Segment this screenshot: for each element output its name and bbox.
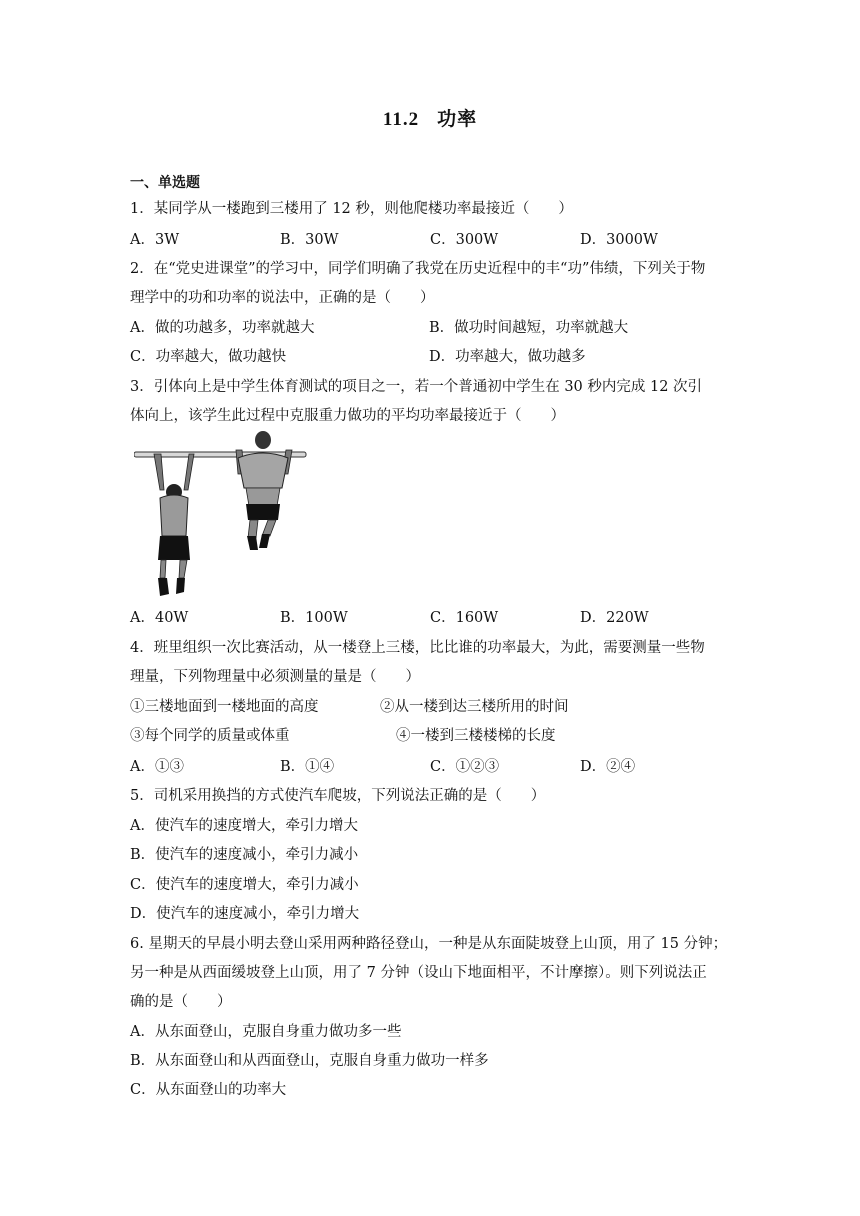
q4-option-c: C．①②③	[430, 759, 500, 775]
q5-option-c: C．使汽车的速度增大，牵引力减小	[130, 877, 359, 893]
question-5-text: 5．司机采用换挡的方式使汽车爬坡，下列说法正确的是（ ）	[130, 788, 546, 804]
hanging-student-figure	[154, 454, 194, 596]
q4-item-1: ①三楼地面到一楼地面的高度	[130, 699, 319, 715]
q2-option-b: B．做功时间越短，功率就越大	[429, 320, 629, 336]
q4-option-a: A．①③	[130, 759, 184, 775]
question-6-line-3: 确的是（ ）	[130, 994, 232, 1010]
title-number: 11.2	[382, 109, 420, 130]
q4-option-b: B．①④	[280, 759, 335, 775]
question-2-line-2: 理学中的功和功率的说法中，正确的是（ ）	[130, 290, 435, 306]
q5-option-d: D．使汽车的速度减小，牵引力增大	[130, 906, 360, 922]
question-2-line-1: 2．在“党史进课堂”的学习中，同学们明确了我党在历史近程中的丰“功”伟绩，下列关于物	[130, 261, 706, 277]
pull-up-illustration	[134, 428, 309, 600]
pull-up-student-figure	[236, 431, 292, 550]
q1-option-d: D．3000W	[580, 232, 658, 248]
q3-option-d: D．220W	[580, 610, 649, 626]
title-text: 功率	[437, 108, 478, 130]
section-heading: 一、单选题	[130, 175, 200, 191]
q5-option-a: A．使汽车的速度增大，牵引力增大	[130, 818, 358, 834]
q2-option-a: A．做的功越多，功率就越大	[130, 320, 315, 336]
q4-item-3: ③每个同学的质量或体重	[130, 728, 290, 744]
q3-option-b: B．100W	[280, 610, 348, 626]
question-4-line-1: 4．班里组织一次比赛活动，从一楼登上三楼，比比谁的功率最大，为此，需要测量一些物	[130, 640, 705, 656]
q5-option-b: B．使汽车的速度减小，牵引力减小	[130, 847, 359, 863]
q6-option-c: C．从东面登山的功率大	[130, 1082, 287, 1098]
q4-item-2: ②从一楼到达三楼所用的时间	[380, 699, 569, 715]
q1-option-c: C．300W	[430, 232, 499, 248]
page-title	[0, 104, 860, 131]
q6-option-a: A．从东面登山，克服自身重力做功多一些	[130, 1024, 402, 1040]
question-4-line-2: 理量，下列物理量中必须测量的量是（ ）	[130, 669, 420, 685]
q4-item-4: ④一楼到三楼楼梯的长度	[396, 728, 556, 744]
question-3-line-1: 3．引体向上是中学生体育测试的项目之一，若一个普通初中学生在 30 秒内完成 12 次引	[130, 379, 703, 395]
question-6-line-2: 另一种是从西面缓坡登上山顶，用了 7 分钟（设山下地面相平，不计摩擦）。则下列说法正	[130, 965, 707, 981]
q6-option-b: B．从东面登山和从西面登山，克服自身重力做功一样多	[130, 1053, 489, 1069]
q2-option-d: D．功率越大，做功越多	[429, 349, 586, 365]
question-1-text: 1．某同学从一楼跑到三楼用了 12 秒，则他爬楼功率最接近（ ）	[130, 201, 573, 217]
q2-option-c: C．功率越大，做功越快	[130, 349, 287, 365]
question-6-line-1: 6. 星期天的早晨小明去登山采用两种路径登山，一种是从东面陡坡登上山顶，用了 15 分钟；	[130, 936, 728, 952]
q3-option-c: C．160W	[430, 610, 499, 626]
question-3-line-2: 体向上，该学生此过程中克服重力做功的平均功率最接近于（ ）	[130, 408, 565, 424]
q1-option-b: B．30W	[280, 232, 339, 248]
q4-option-d: D．②④	[580, 759, 636, 775]
q3-option-a: A．40W	[130, 610, 189, 626]
q1-option-a: A．3W	[130, 232, 180, 248]
